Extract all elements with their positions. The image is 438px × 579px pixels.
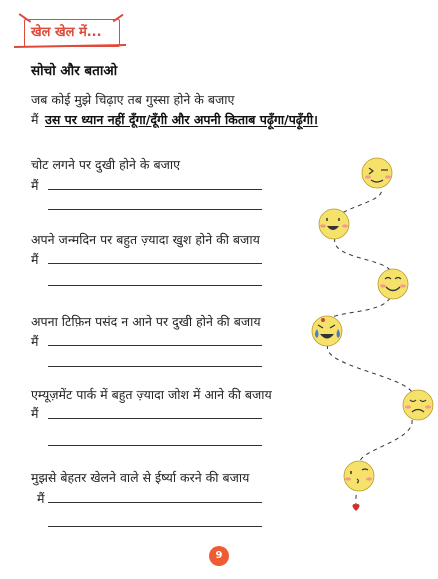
- question-1-prefix: मैं: [31, 178, 39, 193]
- blushing-smile-face-icon: [319, 209, 349, 239]
- question-5-prompt: मुझसे बेहतर खेलने वाले से ईर्ष्या करने की बजाय: [31, 470, 250, 485]
- question-5-prefix: मैं: [37, 491, 45, 506]
- sad-face-icon: [403, 390, 433, 420]
- example-prompt: जब कोई मुझे चिढ़ाए तब गुस्सा होने के बजाए: [31, 92, 235, 107]
- kissing-face-icon: [344, 461, 374, 491]
- question-2-prompt: अपने जन्मदिन पर बहुत ज़्यादा खुश होने की बजाय: [31, 232, 260, 247]
- question-2-prefix: मैं: [31, 252, 39, 267]
- question-3-prefix: मैं: [31, 334, 39, 349]
- section-tag-label: खेल खेल में...: [31, 25, 102, 40]
- page-number-badge: 9: [209, 546, 229, 566]
- question-4-prefix: मैं: [31, 406, 39, 421]
- example-prefix: मैं: [31, 112, 39, 127]
- crying-laughing-face-icon: [312, 316, 342, 346]
- activity-heading: सोचो और बताओ: [31, 63, 118, 79]
- happy-face-icon: [378, 269, 408, 299]
- question-3-prompt: अपना टिफ़िन पसंद न आने पर दुखी होने की बजाय: [31, 314, 261, 329]
- question-4-prompt: एम्यूज़मेंट पार्क में बहुत ज़्यादा जोश में आने की बजाय: [31, 387, 272, 402]
- example-answer: उस पर ध्यान नहीं दूँगा/दूँगी और अपनी किताब पढ़ूँगा/पढ़ूँगी।: [45, 112, 318, 127]
- question-1-prompt: चोट लगने पर दुखी होने के बजाए: [31, 157, 181, 172]
- winking-face-icon: [362, 158, 392, 188]
